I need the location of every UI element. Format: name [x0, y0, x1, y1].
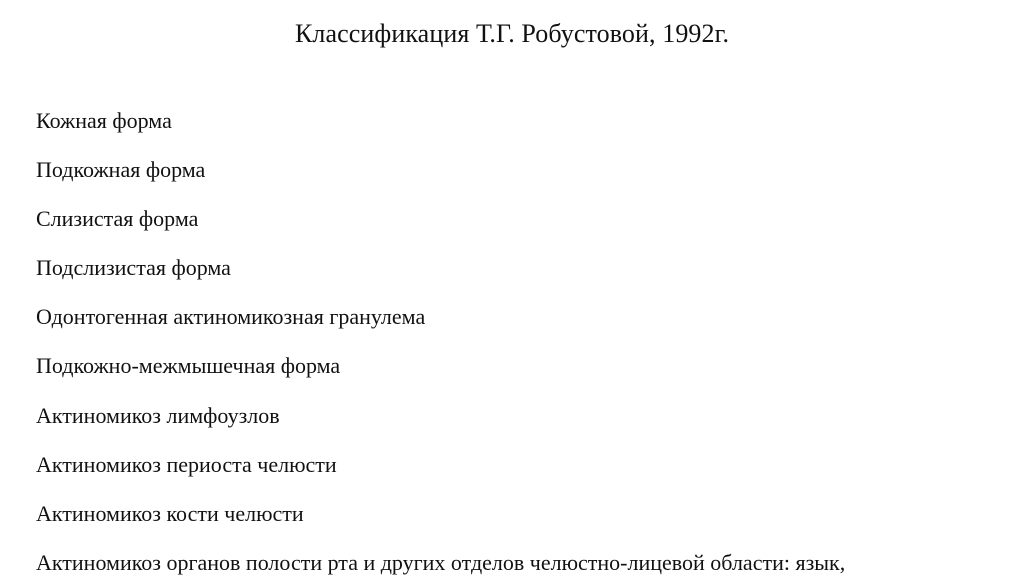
classification-list — [36, 104, 845, 576]
list-item: Кожная форма — [36, 108, 172, 133]
list-item: Актиномикоз кости челюсти — [36, 500, 304, 526]
list-item: Подкожная форма — [36, 157, 206, 183]
list-item: Актиномикоз органов полости рта и других отделов челюстно-лицевой области: язык, — [36, 549, 846, 575]
list-item: Подкожно-межмышечная форма — [36, 353, 341, 379]
list-item: Слизистая форма — [36, 206, 199, 232]
list-item: Подслизистая форма — [36, 255, 231, 281]
list-item: Одонтогенная актиномикозная гранулема — [36, 304, 426, 330]
list-item: Актиномикоз периоста челюсти — [36, 451, 337, 477]
slide-title: Классификация Т.Г. Робустовой, 1992г. — [294, 19, 730, 48]
list-item: Актиномикоз лимфоузлов — [36, 402, 280, 428]
